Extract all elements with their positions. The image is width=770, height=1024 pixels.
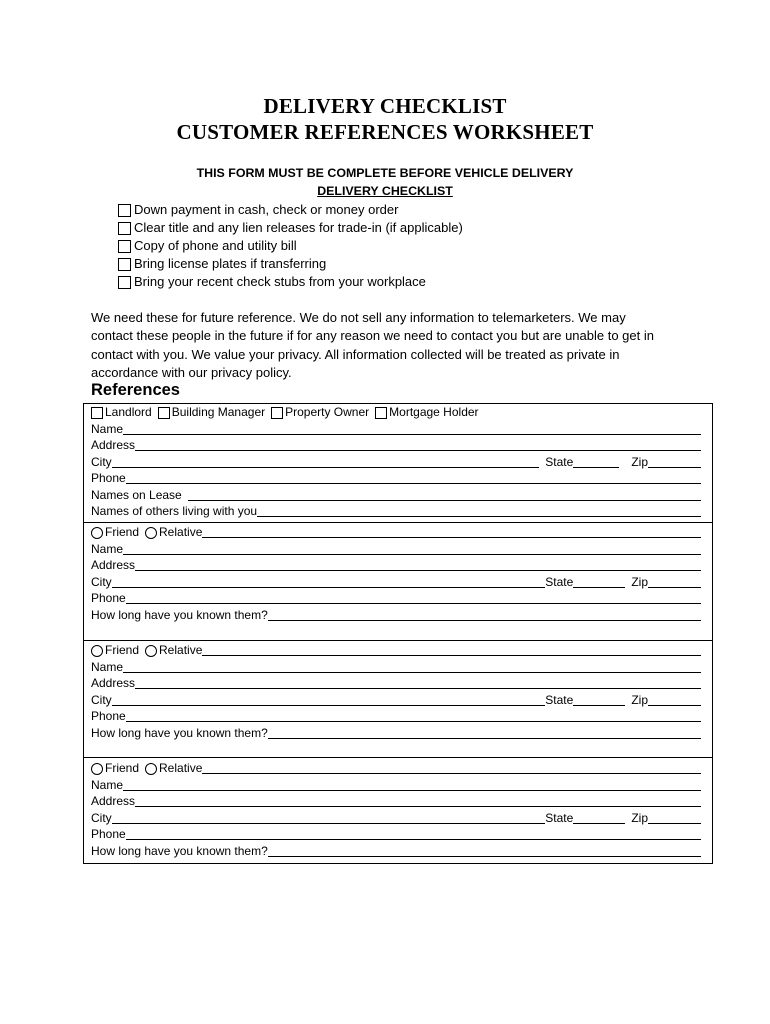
checklist-item — [118, 219, 463, 237]
zip-label: Zip — [631, 693, 648, 707]
privacy-paragraph — [91, 309, 691, 382]
others-living-label: Names of others living with you — [91, 504, 258, 518]
friend-label: Friend — [105, 525, 140, 539]
address-row — [91, 675, 701, 692]
city-label: City — [91, 693, 112, 707]
known-row — [91, 607, 701, 624]
address-row — [91, 793, 701, 810]
relative-radio[interactable] — [145, 645, 157, 657]
zip-field[interactable] — [648, 811, 701, 824]
section-divider — [83, 640, 713, 641]
phone-row — [91, 826, 701, 843]
paragraph-line: contact these people in the future if for any reason we need to contact you but are unable to get in — [91, 328, 654, 344]
name-label: Name — [91, 660, 124, 674]
known-row — [91, 843, 701, 860]
friend-radio[interactable] — [91, 527, 103, 539]
relative-label: Relative — [159, 643, 203, 657]
friend-label: Friend — [105, 761, 140, 775]
address-label: Address — [91, 794, 136, 808]
city-field[interactable] — [112, 693, 546, 706]
phone-field[interactable] — [126, 471, 701, 484]
building-manager-checkbox[interactable] — [158, 407, 170, 419]
known-field[interactable] — [268, 726, 701, 739]
relative-label: Relative — [159, 525, 203, 539]
references-heading: References — [91, 381, 180, 399]
section-divider — [83, 757, 713, 758]
phone-row — [91, 590, 701, 607]
name-label: Name — [91, 778, 124, 792]
page-title: DELIVERY CHECKLIST — [263, 94, 507, 118]
housing-type-row — [91, 404, 701, 421]
name-field[interactable] — [123, 542, 701, 555]
notice-text: THIS FORM MUST BE COMPLETE BEFORE VEHICLE DELIVERY — [196, 166, 574, 180]
zip-field[interactable] — [648, 575, 701, 588]
address-field[interactable] — [135, 794, 701, 807]
checklist-item-label: Clear title and any lien releases for trade-in (if applicable) — [134, 220, 463, 235]
property-owner-checkbox[interactable] — [271, 407, 283, 419]
delivery-checklist — [118, 201, 463, 291]
checklist-item — [118, 201, 463, 219]
name-field[interactable] — [123, 778, 701, 791]
names-on-lease-row — [91, 487, 701, 504]
names-on-lease-label: Names on Lease — [91, 488, 182, 502]
name-label: Name — [91, 422, 124, 436]
relation-row — [91, 524, 701, 541]
phone-label: Phone — [91, 827, 126, 841]
address-field[interactable] — [135, 438, 701, 451]
housing-name-row — [91, 421, 701, 438]
page-subtitle: CUSTOMER REFERENCES WORKSHEET — [176, 120, 594, 144]
relation-row — [91, 760, 701, 777]
phone-row — [91, 708, 701, 725]
phone-field[interactable] — [126, 709, 701, 722]
state-field[interactable] — [573, 811, 625, 824]
phone-field[interactable] — [126, 591, 701, 604]
city-row — [91, 810, 701, 827]
checklist-item — [118, 237, 463, 255]
housing-city-row — [91, 454, 701, 471]
name-field[interactable] — [123, 422, 701, 435]
known-label: How long have you known them? — [91, 844, 268, 858]
state-label: State — [545, 693, 574, 707]
checkbox[interactable] — [118, 204, 131, 217]
city-label: City — [91, 811, 112, 825]
friend-radio[interactable] — [91, 763, 103, 775]
phone-label: Phone — [91, 591, 126, 605]
housing-phone-row — [91, 470, 701, 487]
address-field[interactable] — [135, 676, 701, 689]
phone-label: Phone — [91, 471, 126, 485]
checkbox[interactable] — [118, 240, 131, 253]
relation-name-field[interactable] — [202, 525, 701, 538]
state-field[interactable] — [573, 575, 625, 588]
names-on-lease-field[interactable] — [188, 488, 701, 501]
address-label: Address — [91, 676, 136, 690]
housing-address-row — [91, 437, 701, 454]
paragraph-line: accordance with our privacy policy. — [91, 364, 292, 380]
name-label: Name — [91, 542, 124, 556]
city-label: City — [91, 455, 112, 469]
zip-label: Zip — [631, 575, 648, 589]
relative-label: Relative — [159, 761, 203, 775]
known-label: How long have you known them? — [91, 608, 268, 622]
building-manager-label: Building Manager — [171, 405, 266, 419]
checkbox[interactable] — [118, 276, 131, 289]
friend-label: Friend — [105, 643, 140, 657]
name-row — [91, 659, 701, 676]
checkbox[interactable] — [118, 258, 131, 271]
city-row — [91, 574, 701, 591]
state-label: State — [545, 575, 574, 589]
mortgage-holder-label: Mortgage Holder — [389, 405, 479, 419]
property-owner-label: Property Owner — [285, 405, 370, 419]
zip-field[interactable] — [648, 455, 701, 468]
mortgage-holder-checkbox[interactable] — [375, 407, 387, 419]
checklist-item-label: Copy of phone and utility bill — [134, 238, 297, 253]
relation-name-field[interactable] — [202, 643, 701, 656]
known-row — [91, 725, 701, 742]
state-label: State — [545, 455, 574, 469]
address-label: Address — [91, 558, 136, 572]
relation-row — [91, 642, 701, 659]
state-field[interactable] — [573, 693, 625, 706]
city-field[interactable] — [112, 455, 540, 468]
address-label: Address — [91, 438, 136, 452]
phone-label: Phone — [91, 709, 126, 723]
state-label: State — [545, 811, 574, 825]
paragraph-line: We need these for future reference. We do not sell any information to telemarketers. We may — [91, 310, 626, 325]
landlord-checkbox[interactable] — [91, 407, 103, 419]
checklist-heading: DELIVERY CHECKLIST — [317, 184, 453, 198]
relation-name-field[interactable] — [202, 761, 701, 774]
known-label: How long have you known them? — [91, 726, 268, 740]
name-field[interactable] — [123, 660, 701, 673]
name-row — [91, 777, 701, 794]
address-field[interactable] — [135, 558, 701, 571]
checklist-item — [118, 255, 463, 273]
known-field[interactable] — [268, 844, 701, 857]
known-field[interactable] — [268, 608, 701, 621]
city-field[interactable] — [112, 811, 546, 824]
name-row — [91, 541, 701, 558]
paragraph-line: contact with you. We value your privacy. All information collected will be treated as private in — [91, 346, 620, 362]
zip-label: Zip — [631, 811, 648, 825]
city-label: City — [91, 575, 112, 589]
address-row — [91, 557, 701, 574]
state-field[interactable] — [573, 455, 619, 468]
checklist-item-label: Bring license plates if transferring — [134, 256, 327, 271]
section-divider — [83, 522, 713, 523]
landlord-label: Landlord — [105, 405, 152, 419]
others-living-row — [91, 503, 701, 520]
checklist-item-label: Down payment in cash, check or money order — [134, 202, 399, 217]
zip-label: Zip — [631, 455, 648, 469]
phone-field[interactable] — [126, 827, 701, 840]
checkbox[interactable] — [118, 222, 131, 235]
checklist-item — [118, 273, 463, 291]
checklist-item-label: Bring your recent check stubs from your workplace — [134, 274, 426, 289]
city-field[interactable] — [112, 575, 546, 588]
friend-radio[interactable] — [91, 645, 103, 657]
others-living-field[interactable] — [257, 504, 701, 517]
zip-field[interactable] — [648, 693, 701, 706]
relative-radio[interactable] — [145, 763, 157, 775]
city-row — [91, 692, 701, 709]
relative-radio[interactable] — [145, 527, 157, 539]
